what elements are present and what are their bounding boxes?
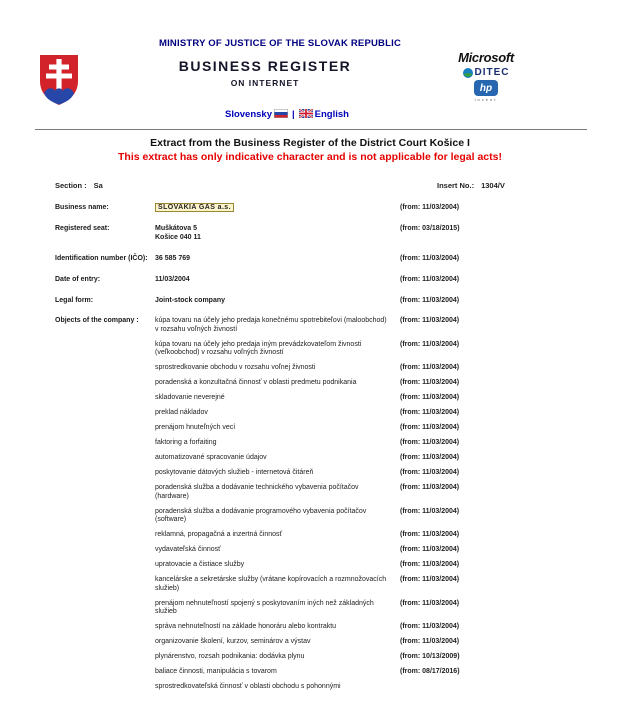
- object-row: [55, 683, 525, 692]
- from-date: (from: 11/03/2004): [400, 340, 460, 348]
- object-row: [55, 484, 525, 501]
- object-text: baliace činnosti, manipulácia s tovarom: [155, 668, 277, 675]
- from-date: (from: 11/03/2004): [400, 379, 460, 386]
- ditec-globe-icon: [463, 68, 473, 78]
- field-value: [155, 224, 400, 242]
- field-label: Date of entry:: [55, 276, 101, 283]
- object-row: [55, 409, 525, 418]
- object-row: [55, 424, 525, 433]
- from-date: (from: 08/17/2016): [400, 668, 460, 675]
- slovak-flag-icon: [274, 109, 288, 118]
- field-label: Identification number (IČO):: [55, 255, 148, 262]
- field-value-line: Košice 040 11: [155, 234, 201, 241]
- object-text: kúpa tovaru na účely jeho predaja konečnému spotrebiteľovi (maloobchod) v rozsahu voľných živností: [155, 317, 387, 333]
- object-text: prenájom nehnuteľností spojený s poskytovaním iných než základných služieb: [155, 599, 374, 615]
- field-row: [55, 203, 525, 212]
- from-date: (from: 11/03/2004): [400, 507, 460, 515]
- from-date: (from: 11/03/2004): [400, 546, 460, 553]
- from-date: (from: 11/03/2004): [400, 484, 460, 491]
- from-date: (from: 11/03/2004): [400, 638, 460, 645]
- object-row: [55, 394, 525, 403]
- object-row: [55, 668, 525, 677]
- object-text: organizovanie školení, kurzov, seminárov a výstav: [155, 638, 311, 645]
- from-date: (from: 11/03/2004): [400, 255, 460, 262]
- from-date: (from: 11/03/2004): [400, 469, 460, 476]
- from-date: (from: 11/03/2004): [400, 439, 460, 446]
- object-row: [55, 508, 525, 525]
- object-row: [55, 454, 525, 463]
- object-row: [55, 469, 525, 478]
- object-row: [55, 379, 525, 388]
- from-date: (from: 11/03/2004): [400, 576, 460, 583]
- page-title: BUSINESS REGISTER: [178, 58, 352, 74]
- from-date: (from: 11/03/2004): [400, 454, 460, 461]
- from-date: (from: 11/03/2004): [400, 317, 460, 324]
- object-row: [55, 317, 525, 334]
- field-row: [55, 224, 525, 242]
- object-row: [55, 638, 525, 647]
- object-row: [55, 364, 525, 373]
- object-text: upratovacie a čistiace služby: [155, 561, 245, 568]
- object-text: skladovanie neverejné: [155, 394, 225, 401]
- field-row: [55, 275, 525, 284]
- object-text: poskytovanie dátových služieb - internetová čitáreň: [155, 469, 314, 476]
- field-value: [155, 203, 400, 212]
- section-value: Sa: [93, 181, 103, 190]
- hp-logo-text: hp: [479, 82, 493, 94]
- from-date: (from: 11/03/2004): [400, 364, 460, 371]
- hp-invent-text: invent: [474, 97, 498, 102]
- object-text: plynárenstvo, rozsah podnikania: dodávka plynu: [155, 653, 305, 660]
- object-text: kúpa tovaru na účely jeho predaja iným prevádzkovateľom živnosti (veľkoobchod) v rozsahu voľných živností: [155, 340, 362, 356]
- insert-no-label: Insert No.:: [437, 181, 475, 190]
- object-row: [55, 600, 525, 617]
- hp-logo[interactable]: [474, 80, 498, 102]
- header-divider: [35, 129, 587, 130]
- from-date: (from: 11/03/2004): [400, 531, 460, 538]
- from-date: (from: 11/03/2004): [400, 424, 460, 431]
- object-row: [55, 531, 525, 540]
- lang-english-link[interactable]: English: [314, 109, 349, 120]
- field-label: Registered seat:: [55, 225, 110, 232]
- from-date: (from: 11/03/2004): [400, 297, 460, 304]
- section-field: [55, 181, 103, 190]
- uk-flag-icon: [299, 109, 313, 118]
- page-subtitle: ON INTERNET: [230, 78, 300, 88]
- ministry-heading: MINISTRY OF JUSTICE OF THE SLOVAK REPUBLIC: [158, 38, 402, 49]
- object-row: [55, 561, 525, 570]
- from-date: (from: 11/03/2004): [400, 204, 460, 211]
- object-text: sprostredkovateľská činnosť v oblasti obchodu s pohonnými: [155, 683, 341, 690]
- field-value: Joint-stock company: [155, 297, 226, 304]
- lang-separator: |: [292, 109, 295, 120]
- from-date: (from: 11/03/2004): [400, 623, 460, 630]
- from-date: (from: 11/03/2004): [400, 561, 460, 568]
- extract-title: Extract from the Business Register of the District Court Košice I: [150, 137, 470, 149]
- field-label: Business name:: [55, 204, 109, 211]
- lang-slovensky-link[interactable]: Slovensky: [225, 109, 272, 120]
- object-text: faktoring a forfaiting: [155, 439, 217, 446]
- object-text: kancelárske a sekretárske služby (vrátane kopírovacích a rozmnožovacích služieb): [155, 576, 387, 592]
- language-switcher: [0, 109, 574, 120]
- field-label: Legal form:: [55, 297, 94, 304]
- field-row: [55, 254, 525, 263]
- object-row: [55, 341, 525, 358]
- section-label: Section :: [55, 181, 87, 190]
- from-date: (from: 11/03/2004): [400, 276, 460, 283]
- object-text: vydavateľská činnosť: [155, 546, 221, 553]
- field-value: 36 585 769: [155, 255, 191, 262]
- field-value-line: Muškátova 5: [155, 225, 198, 232]
- object-text: poradenská služba a dodávanie technického vybavenia počítačov (hardware): [155, 484, 359, 500]
- ditec-logo[interactable]: [463, 67, 510, 78]
- object-text: preklad nákladov: [155, 409, 208, 416]
- field-row: [55, 296, 525, 305]
- from-date: (from: 11/03/2004): [400, 409, 460, 416]
- from-date: (from: 10/13/2009): [400, 653, 460, 660]
- insert-no-field: [437, 181, 505, 190]
- microsoft-logo[interactable]: Microsoft: [458, 50, 514, 65]
- object-text: správa nehnuteľností na základe honoráru alebo kontraktu: [155, 623, 337, 630]
- warning-text: This extract has only indicative character and is not applicable for legal acts!: [118, 151, 502, 163]
- register-table: [55, 203, 525, 698]
- objects-label: Objects of the company :: [55, 317, 139, 324]
- object-row: [55, 546, 525, 555]
- object-text: poradenská a konzultačná činnosť v oblasti predmetu podnikania: [155, 379, 357, 386]
- object-text: automatizované spracovanie údajov: [155, 454, 267, 461]
- from-date: (from: 11/03/2004): [400, 394, 460, 401]
- object-text: prenájom hnuteľných vecí: [155, 424, 236, 431]
- from-date: (from: 03/18/2015): [400, 225, 460, 232]
- object-text: poradenská služba a dodávanie programového vybavenia počítačov (software): [155, 507, 367, 523]
- object-text: sprostredkovanie obchodu v rozsahu voľnej živnosti: [155, 364, 316, 371]
- insert-no-value: 1304/V: [481, 181, 505, 190]
- from-date: (from: 11/03/2004): [400, 599, 460, 607]
- ditec-logo-text: DITEC: [474, 67, 510, 78]
- object-row: [55, 576, 525, 593]
- field-value: 11/03/2004: [155, 276, 190, 283]
- business-name-highlight: SLOVAKIA GAS a.s.: [155, 203, 234, 212]
- object-row: [55, 653, 525, 662]
- partner-logos: [448, 50, 524, 102]
- object-row: [55, 439, 525, 448]
- object-row: [55, 623, 525, 632]
- object-text: reklamná, propagačná a inzertná činnosť: [155, 531, 283, 538]
